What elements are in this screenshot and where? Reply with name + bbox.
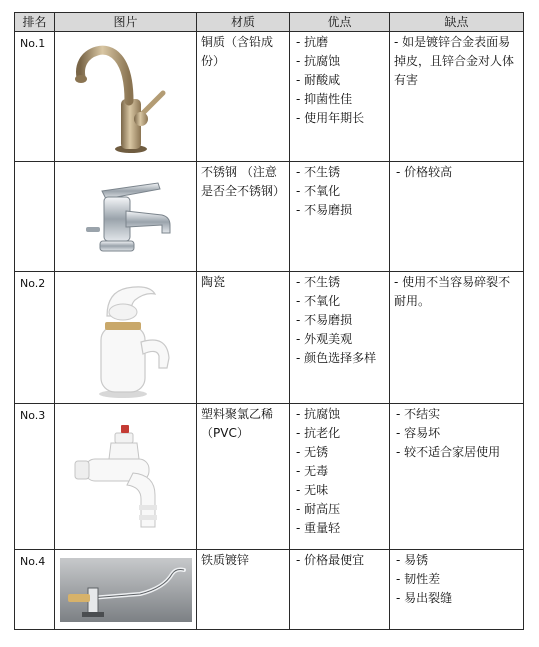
pros-cell [290, 404, 390, 550]
table-header-row [15, 13, 524, 32]
pro-item: - 抗腐蚀 [296, 54, 341, 68]
con-item: - 不结实 [396, 407, 441, 421]
table-row [15, 32, 524, 162]
rank-cell: No.1 [15, 32, 55, 162]
con-item: - 易出裂缝 [396, 591, 453, 605]
header-picture: 图片 [55, 13, 197, 32]
pro-item: - 不生锈 [296, 275, 341, 289]
pro-item: - 颜色选择多样 [296, 351, 377, 365]
table-row [15, 404, 524, 550]
cons-cell [390, 162, 524, 272]
con-item: - 韧性差 [396, 572, 441, 586]
material-cell: 铜质（含铅成份） [197, 32, 290, 162]
pros-cell [290, 550, 390, 630]
material-cell: 塑料聚氯乙稀（PVC） [197, 404, 290, 550]
material-cell: 陶瓷 [197, 272, 290, 404]
material-cell: 铁质镀锌 [197, 550, 290, 630]
pro-item: - 重量轻 [296, 521, 341, 535]
pro-item: - 耐高压 [296, 502, 341, 516]
brass-faucet-icon [71, 37, 181, 157]
table-row [15, 272, 524, 404]
pro-item: - 无毒 [296, 464, 329, 478]
cons-cell [390, 32, 524, 162]
cons-cell [390, 272, 524, 404]
rank-cell [15, 162, 55, 272]
rank-cell: No.4 [15, 550, 55, 630]
table-row [15, 162, 524, 272]
header-rank: 排名 [15, 13, 55, 32]
pro-item: - 无锈 [296, 445, 329, 459]
header-material: 材质 [197, 13, 290, 32]
rank-cell: No.3 [15, 404, 55, 550]
con-item: - 容易坏 [396, 426, 441, 440]
con-item: - 如是镀锌合金表面易掉皮，且锌合金对人体有害 [394, 35, 515, 87]
faucet-image-cell [55, 404, 197, 550]
con-item: - 使用不当容易碎裂不耐用。 [394, 275, 511, 308]
pro-item: - 抗老化 [296, 426, 341, 440]
pro-item: - 不易磨损 [296, 313, 353, 327]
pro-item: - 不氧化 [296, 294, 341, 308]
pro-item: - 不易磨损 [296, 203, 353, 217]
pros-cell [290, 32, 390, 162]
con-item: - 价格较高 [396, 165, 453, 179]
con-item: - 易锈 [396, 553, 429, 567]
pros-cell [290, 272, 390, 404]
ceramic-faucet-icon [71, 276, 181, 400]
con-item: - 较不适合家居使用 [396, 445, 501, 459]
pro-item: - 抗腐蚀 [296, 407, 341, 421]
faucet-image-cell [55, 550, 197, 630]
pro-item: - 抑菌性佳 [296, 92, 353, 106]
pvc-tap-icon [71, 415, 181, 539]
material-cell: 不锈钢 （注意是否全不锈钢） [197, 162, 290, 272]
pro-item: - 无味 [296, 483, 329, 497]
iron-faucet-icon [60, 558, 192, 622]
table-row [15, 550, 524, 630]
rank-cell: No.2 [15, 272, 55, 404]
cons-cell [390, 404, 524, 550]
pros-cell [290, 162, 390, 272]
pro-item: - 不生锈 [296, 165, 341, 179]
faucet-image-cell [55, 32, 197, 162]
faucet-material-table [14, 12, 524, 630]
pro-item: - 不氧化 [296, 184, 341, 198]
pro-item: - 价格最便宜 [296, 553, 365, 567]
pro-item: - 抗磨 [296, 35, 329, 49]
faucet-image-cell [55, 272, 197, 404]
header-pros: 优点 [290, 13, 390, 32]
header-cons: 缺点 [390, 13, 524, 32]
chrome-faucet-icon [66, 167, 186, 267]
pro-item: - 耐酸咸 [296, 73, 341, 87]
pro-item: - 使用年期长 [296, 111, 365, 125]
cons-cell [390, 550, 524, 630]
faucet-image-cell [55, 162, 197, 272]
pro-item: - 外观美观 [296, 332, 353, 346]
